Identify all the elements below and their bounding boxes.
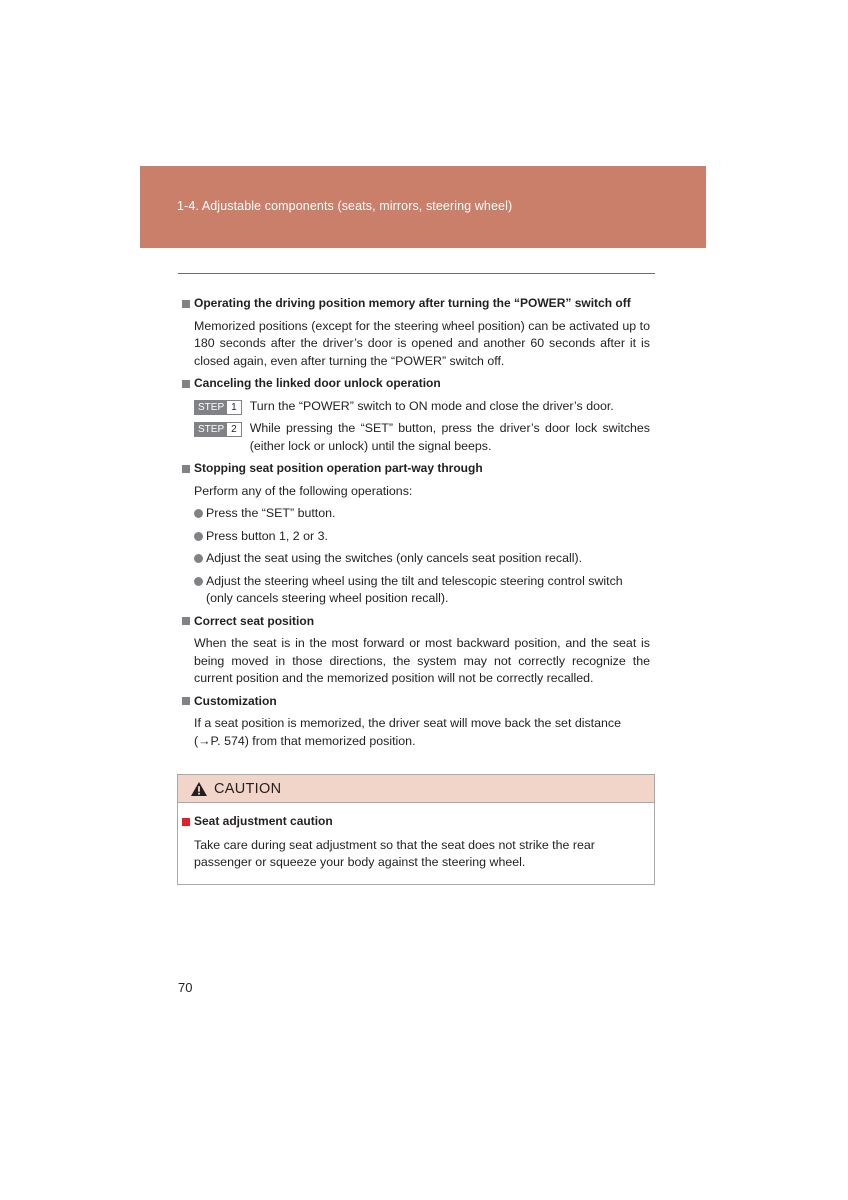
- caution-text: Take care during seat adjustment so that the seat does not strike the rear passenger or squeeze your body against the steering wheel.: [194, 837, 595, 869]
- section-heading-text: Customization: [194, 693, 277, 708]
- step-badge-label: STEP: [195, 401, 227, 414]
- round-bullet-icon: [194, 554, 203, 563]
- section-heading-text: Correct seat position: [194, 613, 315, 628]
- section-heading-text: Canceling the linked door unlock operation: [194, 376, 441, 390]
- round-bullet-icon: [194, 509, 203, 518]
- chapter-header-band: [140, 166, 706, 248]
- section-body-correct-seat-position: When the seat is in the most forward or most backward position, and the seat is being moved in those directions, the system may not correctly recognize the current position and the memorized position will not be correctly recalled.: [194, 636, 650, 685]
- square-bullet-icon: [182, 465, 190, 473]
- list-item-text: Press the “SET” button.: [206, 506, 336, 520]
- caution-body: [178, 803, 654, 872]
- list-item-text: Adjust the seat using the switches (only cancels seat position recall).: [206, 551, 583, 565]
- list-item-text: Adjust the steering wheel using the tilt and telescopic steering control switch (only cancels steering wheel position recall).: [206, 573, 623, 605]
- step-badge-number: 2: [227, 423, 241, 436]
- list-item: [194, 528, 650, 546]
- warning-triangle-icon: [190, 781, 208, 797]
- step-text: Turn the “POWER” switch to ON mode and close the driver’s door.: [249, 398, 614, 413]
- section-heading-customization: [182, 693, 650, 711]
- section-body-customization: If a seat position is memorized, the driver seat will move back the set distance (→P. 574) from that memorized position.: [194, 716, 621, 748]
- step-text: While pressing the “SET” button, press the driver’s door lock switches (either lock or unlock) until the signal beeps.: [249, 421, 650, 453]
- caution-heading-text: Seat adjustment caution: [194, 814, 333, 828]
- square-bullet-icon: [182, 697, 190, 705]
- step-badge-number: 1: [227, 401, 241, 414]
- header-divider: [178, 273, 655, 274]
- square-bullet-icon: [182, 300, 190, 308]
- step-item-1: [194, 398, 650, 416]
- page-number: 70: [178, 980, 193, 995]
- list-item: [194, 550, 650, 568]
- section-heading-stop-seat-operation: [182, 460, 650, 478]
- section-heading-cancel-linked-unlock: [182, 375, 650, 393]
- step-item-2: [194, 420, 650, 455]
- round-bullet-icon: [194, 577, 203, 586]
- square-bullet-icon: [182, 617, 190, 625]
- square-bullet-icon: [182, 818, 190, 826]
- step-badge: [194, 422, 242, 437]
- main-content: [182, 290, 650, 750]
- section-heading-memory-after-power-off: [182, 295, 650, 313]
- caution-header: [178, 775, 654, 803]
- caution-heading: [182, 813, 650, 831]
- list-item: [194, 573, 650, 608]
- step-badge-label: STEP: [195, 423, 227, 436]
- section-heading-text: Operating the driving position memory after turning the “POWER” switch off: [194, 296, 631, 310]
- section-body-memory-after-power-off: Memorized positions (except for the steering wheel position) can be activated up to 180 seconds after the driver’s door is opened and another 60 seconds after it is closed again, even after turning the “POWER” switch off.: [194, 318, 650, 368]
- square-bullet-icon: [182, 380, 190, 388]
- section-heading-correct-seat-position: [182, 613, 650, 631]
- list-item: [194, 505, 650, 523]
- caution-title: CAUTION: [214, 780, 282, 797]
- round-bullet-icon: [194, 532, 203, 541]
- caution-box: [177, 774, 655, 885]
- chapter-section-title: 1-4. Adjustable components (seats, mirrors, steering wheel): [177, 199, 513, 213]
- list-item-text: Press button 1, 2 or 3.: [206, 528, 328, 543]
- section-heading-text: Stopping seat position operation part-way through: [194, 461, 483, 475]
- section-intro-stop-seat-operation: Perform any of the following operations:: [194, 483, 413, 498]
- step-badge: [194, 400, 242, 415]
